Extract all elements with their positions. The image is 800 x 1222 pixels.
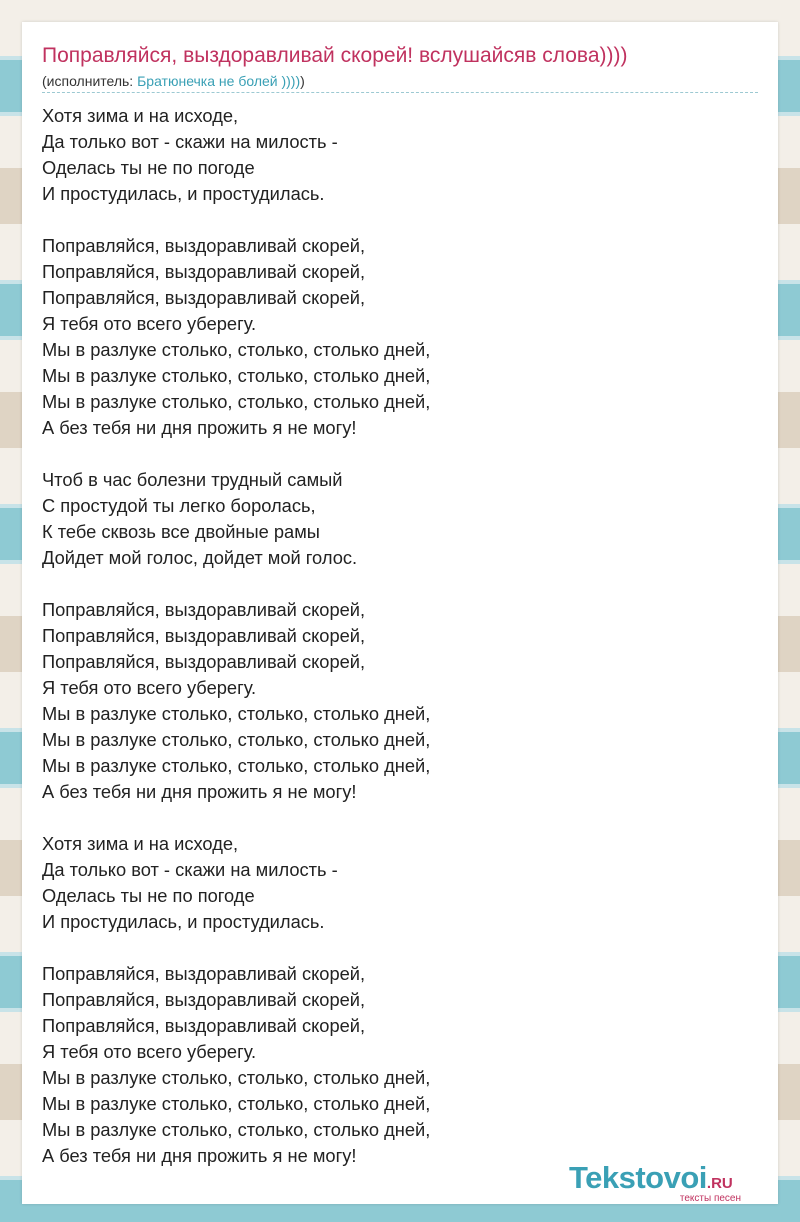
artist-prefix: (исполнитель: [42, 73, 138, 89]
site-logo[interactable] [569, 1160, 775, 1202]
artist-suffix: ) [300, 73, 305, 89]
logo-tld: .RU [706, 1175, 733, 1192]
artist-link[interactable]: Братюнечка не болей )))) [137, 73, 301, 89]
lyrics-text: Хотя зима и на исходе, Да только вот - скажи на милость - Оделась ты не по погоде И простудилась, и простудилась. Поправляйся, выздоравливай скорей, Поправляйся, выздоравливай скорей, Поправляйся, выздоравливай скорей, Я тебя ото всего уберегу. Мы в разлуке столько, столько, столько дней, Мы в разлуке столько, столько, столько дней, Мы в разлуке столько, столько, столько дней, А без тебя ни дня прожить я не могу! Чтоб в час болезни трудный самый С простудой ты легко боролась, К тебе сквозь все двойные рамы Дойдет мой голос, дойдет мой голос. Поправляйся, выздоравливай скорей, Поправляйся, выздоравливай скорей, Поправляйся, выздоравливай скорей, Я тебя ото всего уберегу. Мы в разлуке столько, столько, столько дней, Мы в разлуке столько, столько, столько дней, Мы в разлуке столько, столько, столько дней, А без тебя ни дня прожить я не могу! Хотя зима и на исходе, Да только вот - скажи на милость - Оделась ты не по погоде И простудилась, и простудилась. Поправляйся, выздоравливай скорей, Поправляйся, выздоравливай скорей, Поправляйся, выздоравливай скорей, Я тебя ото всего уберегу. Мы в разлуке столько, столько, столько дней, Мы в разлуке столько, столько, столько дней, Мы в разлуке столько, столько, столько дней, А без тебя ни дня прожить я не могу! [42, 105, 431, 1166]
title-divider [42, 92, 758, 93]
logo-main: Tekstovoi [569, 1160, 707, 1195]
artist-line [42, 73, 305, 89]
logo-tagline: тексты песен [679, 1193, 741, 1204]
song-title: Поправляйся, выздоравливай скорей! вслушайсяв слова)))) [42, 44, 628, 67]
lyrics-card [22, 22, 778, 1204]
logo-wordmark [569, 1160, 733, 1196]
